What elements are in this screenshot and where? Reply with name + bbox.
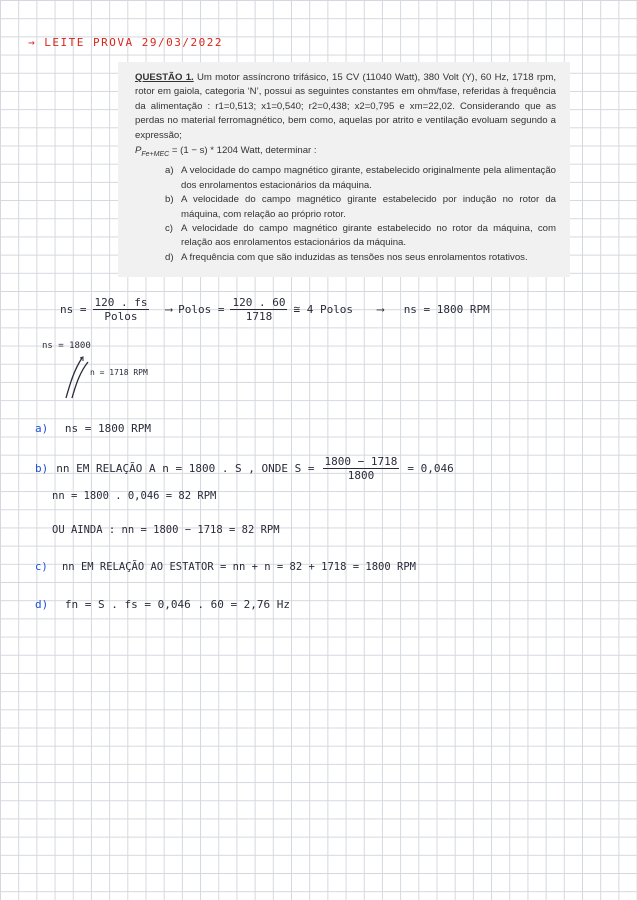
answer-c (35, 561, 416, 573)
slip-denominator: 1800 (347, 469, 375, 482)
item-label: d) (165, 251, 174, 263)
item-text: A velocidade do campo magnético girante, estabelecido originalmente pela alimentação dos enrolamentos estacionários da máquina. (181, 165, 556, 191)
item-text: A frequência com que são induzidas as tensões nos seus enrolamentos rotativos. (181, 251, 528, 263)
answer-b-label: b) (35, 462, 49, 475)
ns-lhs: ns = (60, 303, 87, 316)
answer-b (35, 455, 454, 482)
question-intro (135, 71, 556, 143)
item-text: A velocidade do campo magnético girante estabelecido por indução no rotor da máquina, com relação ao próprio rotor. (181, 194, 556, 220)
question-item-a (165, 164, 556, 193)
sync-speed-line (60, 296, 490, 323)
ns-numerator: 120 . fs (94, 296, 148, 309)
polos-lhs: Polos = (178, 303, 225, 316)
polos-fraction (230, 296, 287, 323)
answer-a (35, 422, 151, 435)
item-label: c) (165, 223, 173, 235)
answer-d (35, 598, 290, 611)
formula-subscript: Fe+MEC (141, 151, 170, 159)
rotor-speed-note: n = 1718 RPM (90, 368, 148, 377)
ns-value-note: ns = 1800 (42, 341, 91, 351)
answer-b-slip-calc: nn = 1800 . 0,046 = 82 RPM (52, 490, 217, 502)
answer-d-text: fn = S . fs = 0,046 . 60 = 2,76 Hz (64, 598, 291, 611)
polos-denominator: 1718 (245, 310, 273, 323)
question-title: QUESTÃO 1. (135, 72, 194, 83)
answer-d-label: d) (35, 598, 49, 611)
slip-fraction (323, 455, 400, 482)
question-items (135, 164, 556, 265)
arrow-icon: ⟶ (377, 303, 384, 316)
slip-numerator: 1800 − 1718 (324, 455, 398, 468)
ns-fraction (93, 296, 150, 323)
loss-formula (135, 144, 556, 162)
answer-c-label: c) (35, 561, 48, 573)
ns-result: ns = 1800 RPM (403, 303, 490, 316)
arrow-icon: ⟶ (165, 303, 173, 316)
question-box (118, 62, 570, 277)
polos-result: ≅ 4 Polos (293, 303, 354, 316)
item-label: b) (165, 194, 174, 206)
question-item-c (165, 222, 556, 251)
header-note: → LEITE PROVA 29/03/2022 (28, 36, 223, 49)
item-text: A velocidade do campo magnético girante estabelecido no rotor da máquina, com relação aos enrolamentos estacionários da máquina. (181, 223, 556, 249)
question-item-b (165, 193, 556, 222)
item-label: a) (165, 165, 174, 177)
answer-b-alternative: OU AINDA : nn = 1800 − 1718 = 82 RPM (52, 524, 280, 536)
answer-a-label: a) (35, 422, 49, 435)
question-item-d (165, 251, 556, 265)
slip-result: = 0,046 (407, 462, 454, 475)
formula-expression: = (1 − s) * 1204 Watt, determinar : (171, 145, 317, 157)
answer-b-text: nn EM RELAÇÃO A n = 1800 . S , ONDE S = (56, 462, 315, 475)
question-text: Um motor assíncrono trifásico, 15 CV (11040 Watt), 380 Volt (Y), 60 Hz, 1718 rpm, rotor em gaiola, categoria ‘N’, possui as seguintes constantes em ohm/fase, referidas à frequência da alimentação : r1=0,513; x1=0,540; r2=0,438; x2=0,795 e xm=22,02. Considerando que as perdas no material ferromagnético, bem como, aquelas por atrito e ventilação evoluam segundo a expressão; (135, 72, 557, 141)
polos-numerator: 120 . 60 (232, 296, 286, 309)
rotation-sketch-icon (62, 356, 102, 400)
formula-p: P (135, 145, 142, 157)
answer-c-text: nn EM RELAÇÃO AO ESTATOR = nn + n = 82 + 1718 = 1800 RPM (61, 561, 416, 573)
answer-a-text: ns = 1800 RPM (64, 422, 151, 435)
ns-denominator: Polos (104, 310, 138, 323)
